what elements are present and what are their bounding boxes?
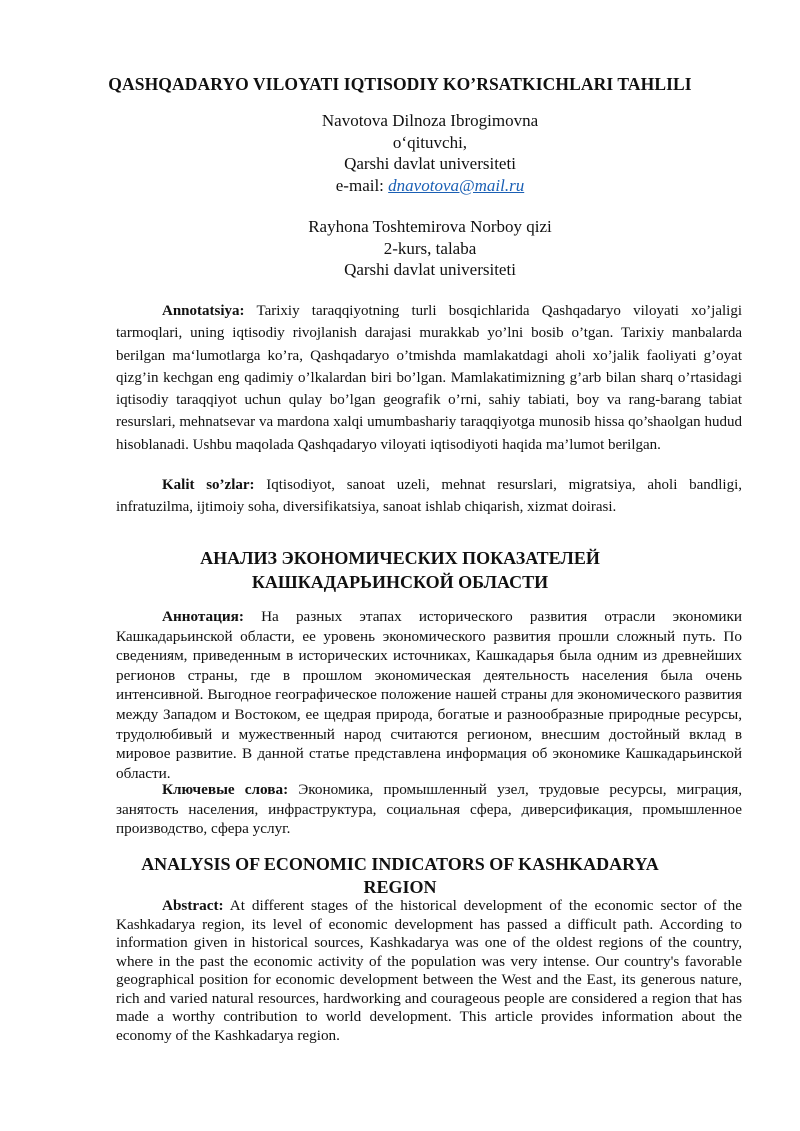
annotation-uzbek [116,300,742,456]
author-1-block [200,110,660,196]
email-label: e-mail: [335,175,389,195]
author-1-position: o‘qituvchi, [392,132,468,152]
keywords-russian-label: Ключевые слова: [162,781,289,798]
keywords-uzbek [116,474,742,519]
author-1-name: Navotova Dilnoza Ibrogimovna [321,111,539,130]
author-1-email-line [200,175,660,197]
author-2-affiliation: Qarshi davlat universiteti [344,260,516,279]
annotation-russian-label: Аннотация: [162,608,244,625]
abstract-english [116,897,742,1045]
author-2-position: 2-kurs, talaba [383,238,477,258]
annotation-uzbek-text: Tarixiy taraqqiyotning turli bosqichlarida Qashqadaryo viloyati xo’jaligi tarmoqlari, uning iqtisodiy rivojlanish darajasi murakkab yo’lni bosib o’tgan. Tarixiy manbalarda berilgan ma‘lumotlarga ko’ra, Qashqadaryo o’tmishda mamlakatdagi aholi xo’jalik faoliyati g’oyat qizg’in kechgan eng qadimiy o’lkalardan biri bo’lgan. Mamlakatimizning g’arb bilan sharq o’rtasidagi iqtisodiy taraqqiyot uchun qulay bo’lgan geografik o’rni, sahiy tabiati, boy va rang-barang tabiat resurslari, mehnatsevar va mardona xalqi umumbashariy taraqqiyotga munosib hissa qo’shaolgan hudud hisoblanadi. Ushbu maqolada Qashqadaryo viloyati iqtisodiyoti haqida ma’lumot berilgan. [116,303,742,453]
keywords-russian [116,780,742,839]
abstract-english-text: At different stages of the historical development of the economic sector of the Kashkadarya region, its level of economic development has passed a difficult path. According to information given in historical sources, Kashkadarya was one of the oldest regions of the country, where in the past the economic activity of the population was very intense. Our country's favorable geographical position for economic development between the West and the East, its generous nature, rich and varied natural resources, hardworking and courageous people are considered a region that has made a worthy contribution to world development. This article provides information about the economy of the Kashkadarya region. [116,897,742,1044]
annotation-russian-text: На разных этапах исторического развития отрасли экономики Кашкадарьинской области, ее уровень экономического развития прошли сложный путь. По сведениям, приведенным в исторических источниках, Кашкадарья была одним из древнейших регионов страны, где в прошлом экономическая деятельность населения была очень интенсивной. Выгодное географическое положение нашей страны для экономического развития между Западом и Востоком, ее щедрая природа, богатые и разнообразные природные ресурсы, трудолюбивый и мужественный народ считаются регионом, внесшим достойный вклад в мировое развитие. В данной статье представлена информация об экономике Кашкадарьинской области. [116,608,742,782]
author-1-affiliation: Qarshi davlat universiteti [344,154,516,173]
title-english [60,853,740,898]
keywords-uzbek-label: Kalit so’zlar: [162,477,255,493]
title-russian [60,546,740,594]
title-english-line-1: ANALYSIS OF ECONOMIC INDICATORS OF KASHKADARYA [141,854,659,874]
title-russian-line-2: КАШКАДАРЬИНСКОЙ ОБЛАСТИ [251,572,549,592]
title-russian-line-1: АНАЛИЗ ЭКОНОМИЧЕСКИХ ПОКАЗАТЕЛЕЙ [200,548,600,568]
title-uzbek: QASHQADARYO VILOYATI IQTISODIY KO’RSATKICHLARI TAHLILI [108,74,692,94]
email-link[interactable]: dnavotova@mail.ru [388,175,525,195]
keywords-uzbek-text: Iqtisodiyot, sanoat uzeli, mehnat resurslari, migratsiya, aholi bandligi, infratuzilma, ijtimoiy soha, diversifikatsiya, sanoat ishlab chiqarish, xizmat doirasi. [116,477,743,516]
title-english-line-2: REGION [363,876,437,897]
annotation-uzbek-label: Annotatsiya: [162,303,245,319]
annotation-russian [116,607,742,783]
author-2-block [200,216,660,281]
abstract-english-label: Abstract: [162,897,224,914]
keywords-russian-text: Экономика, промышленный узел, трудовые ресурсы, миграция, занятость населения, инфраструктура, социальная сфера, диверсификация, промышленное производство, сфера услуг. [116,781,742,838]
author-2-name: Rayhona Toshtemirova Norboy qizi [308,217,552,236]
